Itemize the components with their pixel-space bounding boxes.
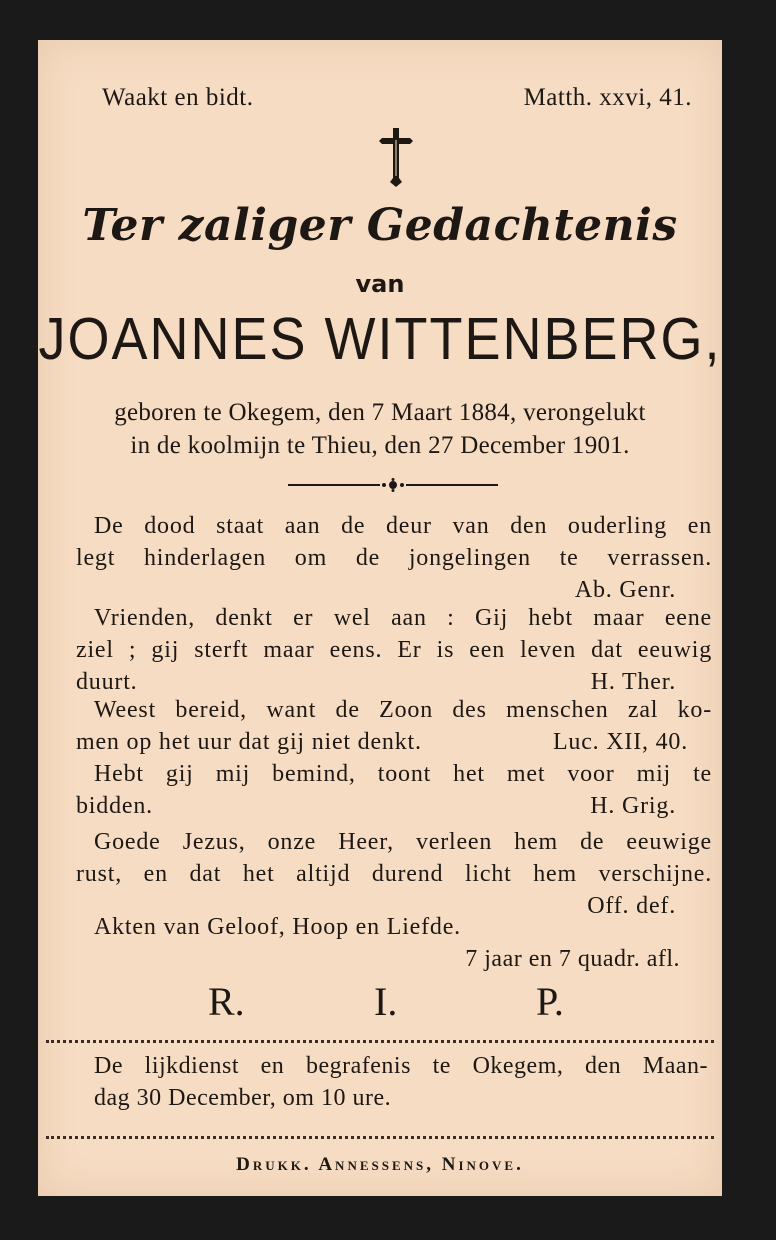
motto: Waakt en bidt. (102, 84, 254, 111)
quote-paragraph (76, 826, 712, 922)
dotted-separator (46, 1136, 714, 1139)
indulgence-note: 7 jaar en 7 quadr. afl. (465, 946, 680, 972)
funeral-line: De lijkdienst en begrafenis te Okegem, den Maan- (94, 1053, 708, 1079)
death-line: in de koolmijn te Thieu, den 27 December 1901. (130, 432, 630, 459)
funeral-notice (94, 1050, 708, 1114)
quote-line: legt hinderlagen om de jongelingen te verrassen. (76, 545, 712, 571)
birth-line: geboren te Okegem, den 7 Maart 1884, verongelukt (114, 399, 646, 426)
quote-source: Off. def. (587, 893, 676, 919)
quote-source: H. Ther. (590, 669, 676, 695)
funeral-line: dag 30 December, om 10 ure. (94, 1085, 392, 1111)
birth-death-details (38, 396, 722, 462)
quote-line: Weest bereid, want de Zoon des menschen zal ko- (94, 697, 712, 723)
van-label: van (355, 270, 405, 298)
quote-paragraph (76, 758, 712, 822)
quote-line: men op het uur dat gij niet denkt. (76, 729, 422, 755)
quote-line: Goede Jezus, onze Heer, verleen hem de eeuwige (94, 829, 712, 855)
quote-source: H. Grig. (590, 793, 676, 819)
quote-line: bidden. (76, 793, 153, 819)
quote-line: ziel ; gij sterft maar eens. Er is een leven dat eeuwig (76, 637, 712, 663)
quote-source: Ab. Genr. (574, 577, 676, 603)
quote-line: Vrienden, denkt er wel aan : Gij hebt maar eene (94, 605, 712, 631)
ornate-cross-icon (376, 126, 416, 193)
quote-line: Hebt gij mij bemind, toont het met voor mij te (94, 761, 712, 787)
rip-letter-p: P. (536, 979, 564, 1024)
scripture-reference: Matth. xxvi, 41. (523, 84, 692, 111)
quote-paragraph (76, 602, 712, 698)
memorial-heading: Ter zaliger Gedachtenis (82, 200, 678, 251)
quote-paragraph (76, 694, 712, 758)
rip-letter-r: R. (208, 979, 245, 1024)
memorial-card (38, 40, 722, 1196)
ornamental-divider-icon (288, 478, 498, 497)
quote-line: duurt. (76, 669, 138, 695)
printer-imprint: Drukk. Annessens, Ninove. (236, 1154, 524, 1175)
rip-letter-i: I. (374, 979, 398, 1024)
dotted-separator (46, 1040, 714, 1043)
acts-of-faith: Akten van Geloof, Hoop en Liefde. (94, 914, 461, 940)
quote-source: Luc. XII, 40. (552, 729, 688, 755)
deceased-name: JOANNES WITTENBERG, (38, 306, 722, 372)
quote-line: rust, en dat het altijd durend licht hem verschijne. (76, 861, 712, 887)
quote-paragraph (76, 510, 712, 606)
quote-line: De dood staat aan de deur van den ouderling en (94, 513, 712, 539)
